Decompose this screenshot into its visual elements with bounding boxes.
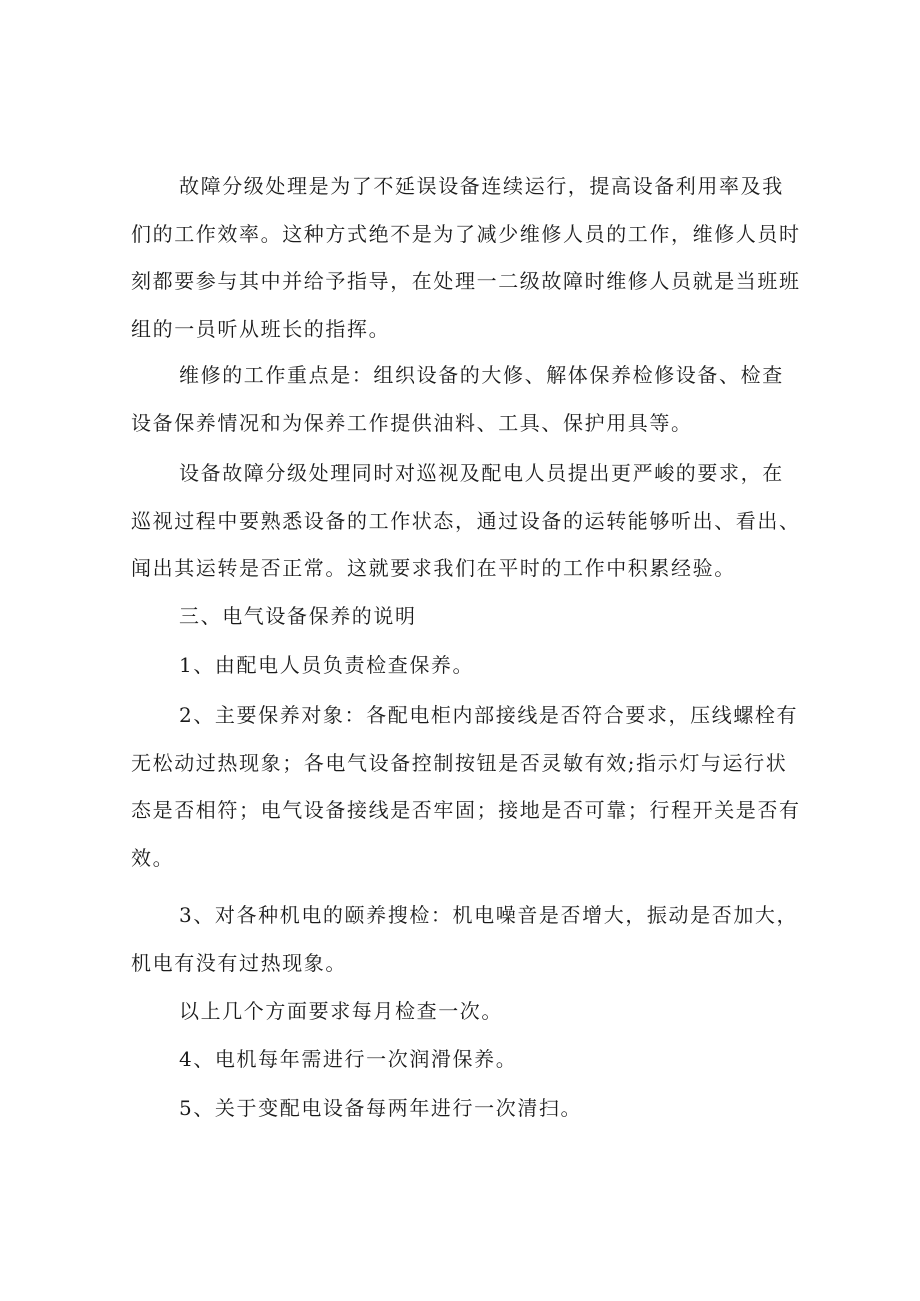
text-line: 故障分级处理是为了不延误设备连续运行，提高设备利用率及我: [179, 174, 784, 198]
text-line: 维修的工作重点是：组织设备的大修、解体保养检修设备、检查: [179, 363, 784, 387]
section-heading: [131, 593, 811, 641]
text-line: 们的工作效率。这种方式绝不是为了减少维修人员的工作，维修人员时: [131, 221, 801, 246]
paragraph-maintenance-focus: [131, 352, 811, 447]
text-line: 组的一员听从班长的指挥。: [131, 316, 391, 341]
paragraph-fault-grading: [131, 163, 811, 353]
text-line: 效。: [131, 845, 175, 870]
text-line: 设备故障分级处理同时对巡视及配电人员提出更严峻的要求，在: [179, 461, 784, 485]
monthly-check-note: [131, 988, 811, 1036]
list-item-2: [131, 692, 811, 882]
text-line: 4、电机每年需进行一次润滑保养。: [179, 1047, 518, 1071]
text-line: 巡视过程中要熟悉设备的工作状态，通过设备的运转能够听出、看出、: [131, 508, 801, 533]
list-item-3: [131, 892, 811, 987]
text-line: 刻都要参与其中并给予指导，在处理一二级故障时维修人员就是当班班: [131, 269, 801, 293]
text-line: 态是否相符；电气设备接线是否牢固；接地是否可靠；行程开关是否有: [131, 798, 801, 822]
list-item-1: [131, 642, 811, 690]
text-line: 3、对各种机电的颐养搜检：机电噪音是否增大，振动是否加大，: [179, 903, 799, 927]
list-item-5: [131, 1085, 811, 1133]
paragraph-inspection-requirements: [131, 450, 811, 593]
text-line: 2、主要保养对象：各配电柜内部接线是否符合要求，压线螺栓有: [179, 703, 799, 727]
text-line: 设备保养情况和为保养工作提供油料、工具、保护用具等。: [131, 410, 693, 435]
text-line: 5、关于变配电设备每两年进行一次清扫。: [179, 1096, 583, 1120]
text-line: 无松动过热现象；各电气设备控制按钮是否灵敏有效;指示灯与运行状: [131, 750, 788, 775]
text-line: 1、由配电人员负责检查保养。: [179, 653, 475, 677]
list-item-4: [131, 1036, 811, 1084]
text-line: 三、电气设备保养的说明: [179, 604, 417, 628]
text-line: 机电有没有过热现象。: [131, 950, 347, 975]
text-line: 闻出其运转是否正常。这就要求我们在平时的工作中积累经验。: [131, 556, 736, 580]
text-line: 以上几个方面要求每月检查一次。: [179, 999, 503, 1023]
